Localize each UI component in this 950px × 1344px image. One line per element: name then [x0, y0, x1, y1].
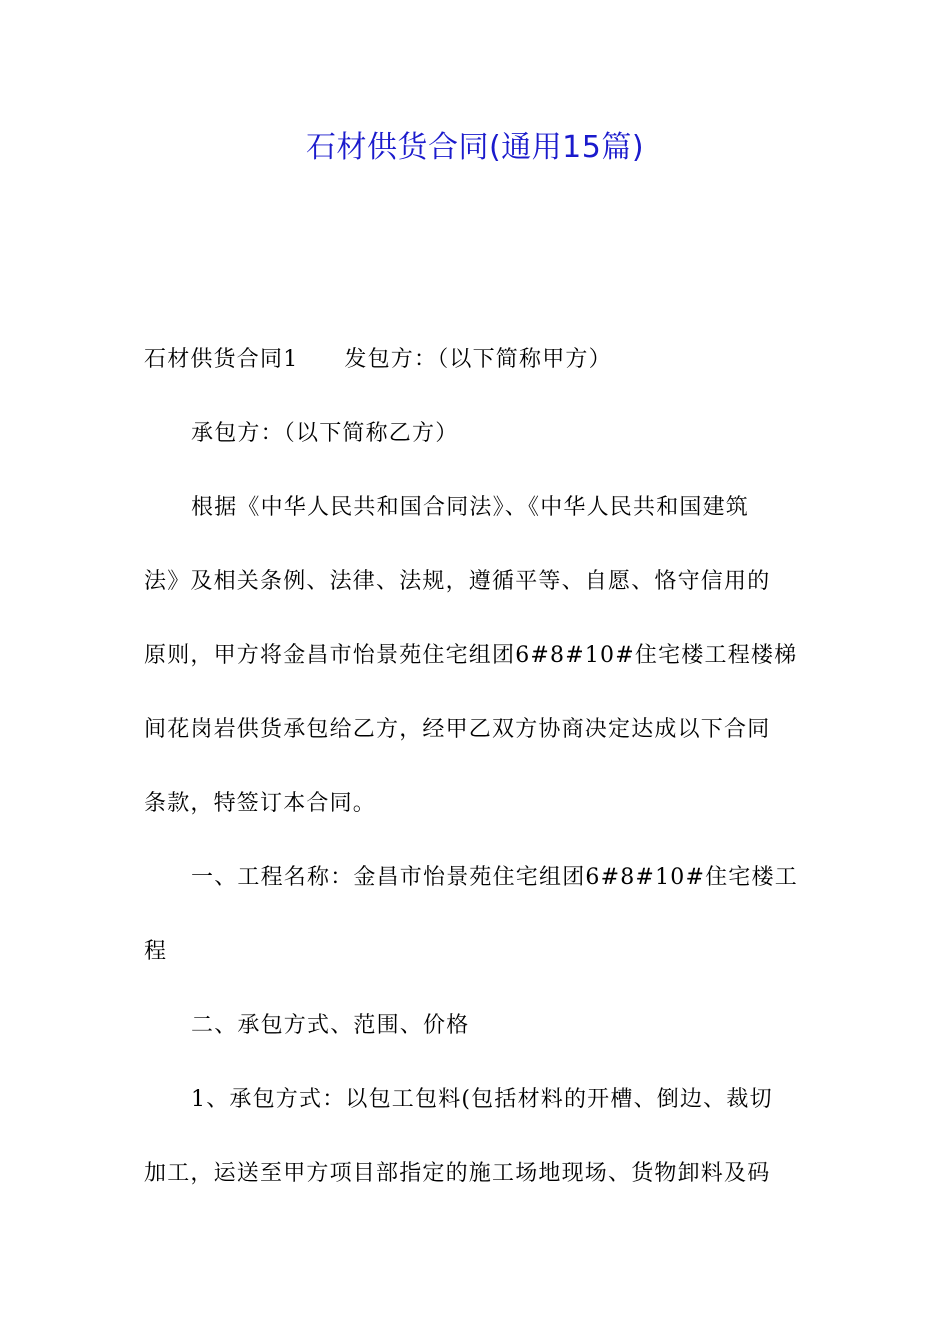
document-body [144, 340, 806, 1228]
paragraph-line: 一、工程名称：金昌市怡景苑住宅组团6#8#10#住宅楼工 [191, 865, 798, 890]
paragraph-line [144, 340, 806, 414]
paragraph-line: 原则，甲方将金昌市怡景苑住宅组团6#8#10#住宅楼工程楼梯 [144, 643, 798, 668]
paragraph-line: 根据《中华人民共和国合同法》、《中华人民共和国建筑 [191, 495, 750, 520]
paragraph-line: 程 [144, 939, 168, 964]
paragraph-line: 加工，运送至甲方项目部指定的施工场地现场、货物卸料及码 [144, 1161, 771, 1186]
document-title: 石材供货合同(通用15篇) [305, 130, 645, 165]
contract-number: 石材供货合同1 [144, 347, 299, 372]
paragraph-line: 条款，特签订本合同。 [144, 791, 377, 816]
paragraph-line: 法》及相关条例、法律、法规，遵循平等、自愿、恪守信用的 [144, 569, 771, 594]
paragraph-line: 1、承包方式：以包工包料(包括材料的开槽、倒边、裁切 [191, 1087, 773, 1112]
paragraph-line: 二、承包方式、范围、价格 [191, 1013, 470, 1038]
paragraph-line: 承包方：（以下简称乙方） [191, 421, 459, 446]
paragraph-line: 间花岗岩供货承包给乙方，经甲乙双方协商决定达成以下合同 [144, 717, 771, 742]
party-a-label: 发包方：（以下简称甲方） [344, 347, 612, 372]
